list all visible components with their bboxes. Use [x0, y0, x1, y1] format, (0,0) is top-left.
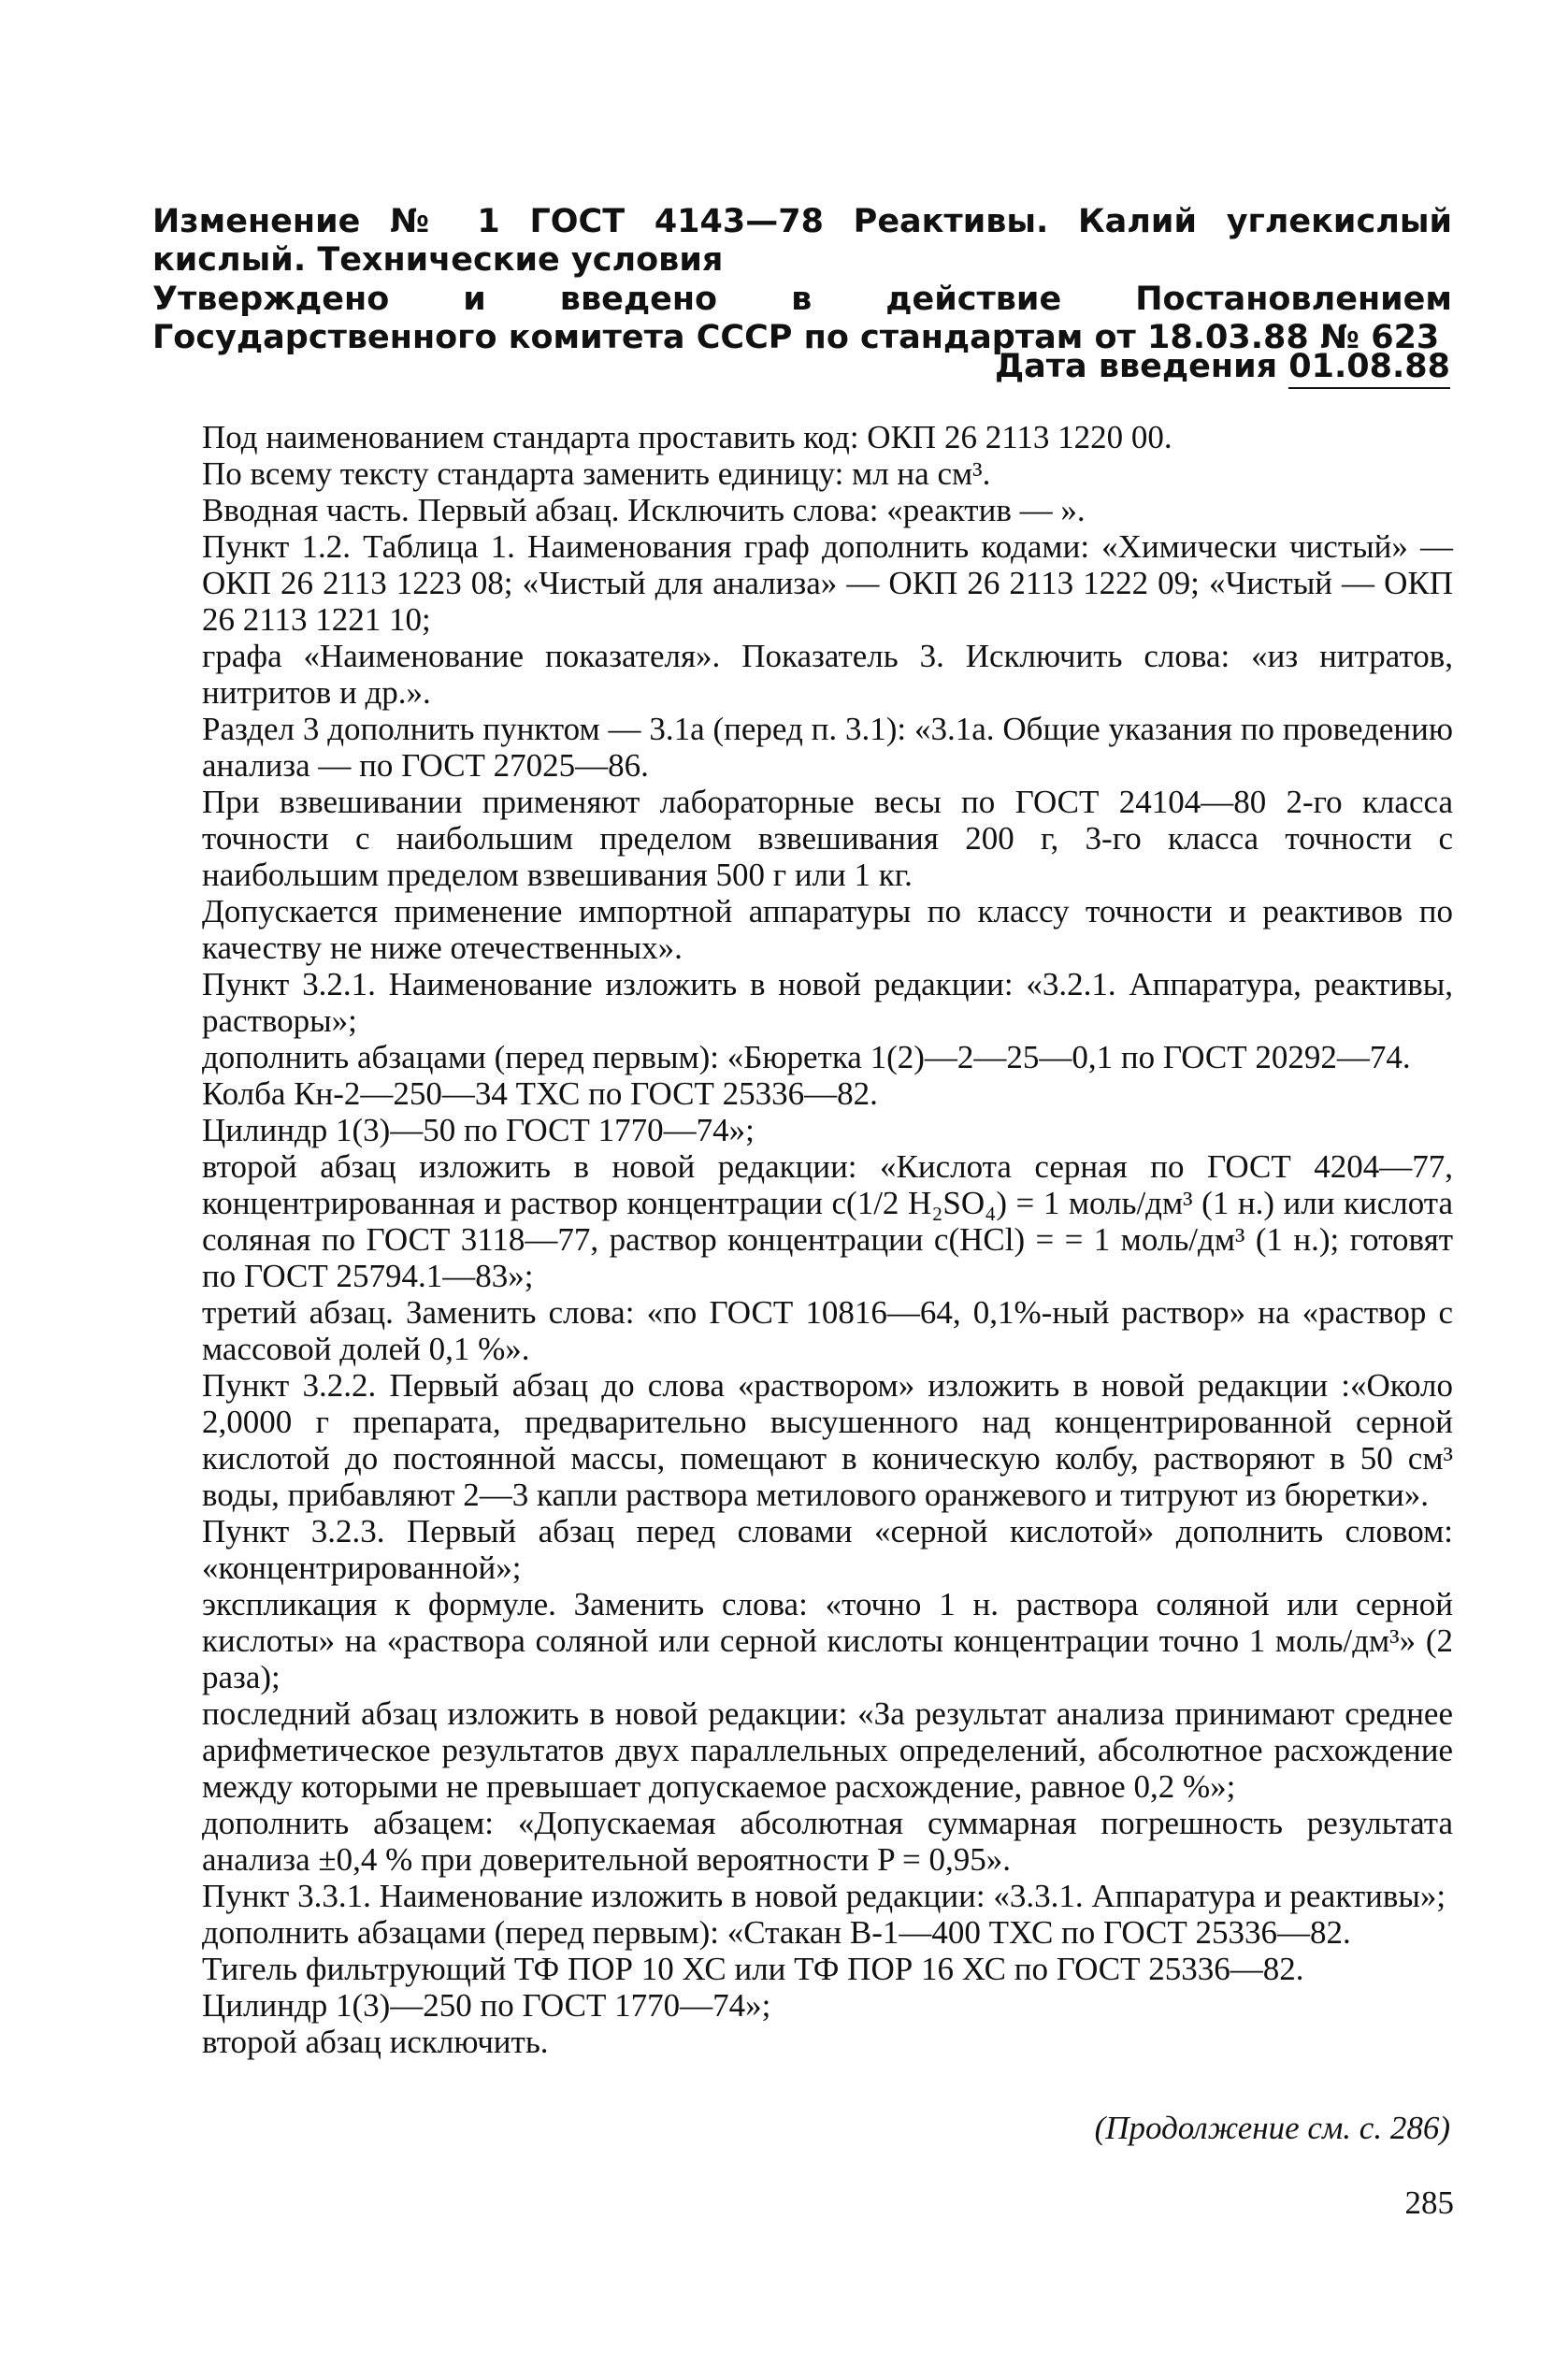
- effective-date: [995, 348, 1450, 385]
- paragraph: дополнить абзацем: «Допускаемая абсолютная суммарная погрешность результата анализа ±0,4 % при доверительной вероятности P = 0,95».: [202, 1805, 1453, 1878]
- paragraph: Пункт 3.2.2. Первый абзац до слова «раствором» изложить в новой редакции :«Около 2,0000 г препарата, предварительно высушенного над концентрированной серной кислотой до постоянной массы, помещают в коническую колбу, растворяют в 50 см³ воды, прибавляют 2—3 капли раствора метилового оранжевого и титруют из бюретки».: [202, 1367, 1453, 1513]
- paragraph: Вводная часть. Первый абзац. Исключить слова: «реактив — ».: [202, 492, 1086, 528]
- approval-text: Утверждено и введено в действие Постановлением Государственного комитета СССР по стандартам от 18.03.88 № 623: [152, 281, 1452, 356]
- paragraph: По всему тексту стандарта заменить единицу: мл на см³.: [202, 455, 991, 492]
- paragraph: Цилиндр 1(3)—50 по ГОСТ 1770—74»;: [202, 1112, 755, 1148]
- paragraph: Цилиндр 1(3)—250 по ГОСТ 1770—74»;: [202, 1987, 771, 2024]
- paragraph: третий абзац. Заменить слова: «по ГОСТ 10816—64, 0,1%-ный раствор» на «раствор с массовой долей 0,1 %».: [202, 1294, 1453, 1367]
- paragraph: Тигель фильтрующий ТФ ПОР 10 ХС или ТФ ПОР 16 ХС по ГОСТ 25336—82.: [202, 1951, 1304, 1987]
- paragraph: дополнить абзацами (перед первым): «Стакан В-1—400 ТХС по ГОСТ 25336—82.: [202, 1914, 1351, 1951]
- document-body: [202, 419, 1453, 2060]
- paragraph: второй абзац исключить.: [202, 2024, 549, 2060]
- paragraph: Пункт 3.2.3. Первый абзац перед словами «серной кислотой» дополнить словом: «концентрированной»;: [202, 1513, 1453, 1586]
- paragraph: Колба Кн-2—250—34 ТХС по ГОСТ 25336—82.: [202, 1075, 878, 1112]
- paragraph: графа «Наименование показателя». Показатель 3. Исключить слова: «из нитратов, нитритов и др.».: [202, 638, 1453, 711]
- paragraph: При взвешивании применяют лабораторные весы по ГОСТ 24104—80 2-го класса точности с наибольшим пределом взвешивания 200 г, 3-го класса точности с наибольшим пределом взвешивания 500 г или 1 кг.: [202, 784, 1453, 893]
- paragraph: дополнить абзацами (перед первым): «Бюретка 1(2)—2—25—0,1 по ГОСТ 20292—74.: [202, 1039, 1411, 1075]
- change-title: Изменение № 1 ГОСТ 4143—78 Реактивы. Калий углекислый кислый. Технические условия: [152, 203, 1452, 279]
- paragraph: Пункт 3.2.1. Наименование изложить в новой редакции: «3.2.1. Аппаратура, реактивы, растворы»;: [202, 966, 1453, 1039]
- paragraph: Раздел 3 дополнить пунктом — 3.1а (перед п. 3.1): «3.1а. Общие указания по проведению анализа — по ГОСТ 27025—86.: [202, 711, 1453, 784]
- date-value: 01.08.88: [1288, 348, 1450, 389]
- page-number: 285: [1404, 2184, 1454, 2221]
- paragraph: Пункт 1.2. Таблица 1. Наименования граф дополнить кодами: «Химически чистый» — ОКП 26 2113 1223 08; «Чистый для анализа» — ОКП 26 2113 1222 09; «Чистый — ОКП 26 2113 1221 10;: [202, 528, 1453, 638]
- continuation-note: (Продолжение см. с. 286): [1094, 2110, 1450, 2146]
- paragraph: Допускается применение импортной аппаратуры по классу точности и реактивов по качеству не ниже отечественных».: [202, 893, 1453, 966]
- paragraph: второй абзац изложить в новой редакции: «Кислота серная по ГОСТ 4204—77, концентрированная и раствор концентрации с(1/2 H₂SO₄) = 1 моль/дм³ (1 н.) или кислота соляная по ГОСТ 3118—77, раствор концентрации с(HCl) = = 1 моль/дм³ (1 н.); готовят по ГОСТ 25794.1—83»;: [202, 1148, 1453, 1294]
- paragraph: Под наименованием стандарта проставить код: ОКП 26 2113 1220 00.: [202, 419, 1172, 455]
- paragraph: последний абзац изложить в новой редакции: «За результат анализа принимают среднее арифметическое результатов двух параллельных определений, абсолютное расхождение между которыми не превышает допускаемое расхождение, равное 0,2 %»;: [202, 1695, 1453, 1805]
- date-label: Дата введения: [994, 348, 1278, 385]
- paragraph: экспликация к формуле. Заменить слова: «точно 1 н. раствора соляной или серной кислоты» на «раствора соляной или серной кислоты концентрации точно 1 моль/дм³» (2 раза);: [202, 1586, 1453, 1695]
- paragraph: Пункт 3.3.1. Наименование изложить в новой редакции: «3.3.1. Аппаратура и реактивы»;: [202, 1878, 1446, 1914]
